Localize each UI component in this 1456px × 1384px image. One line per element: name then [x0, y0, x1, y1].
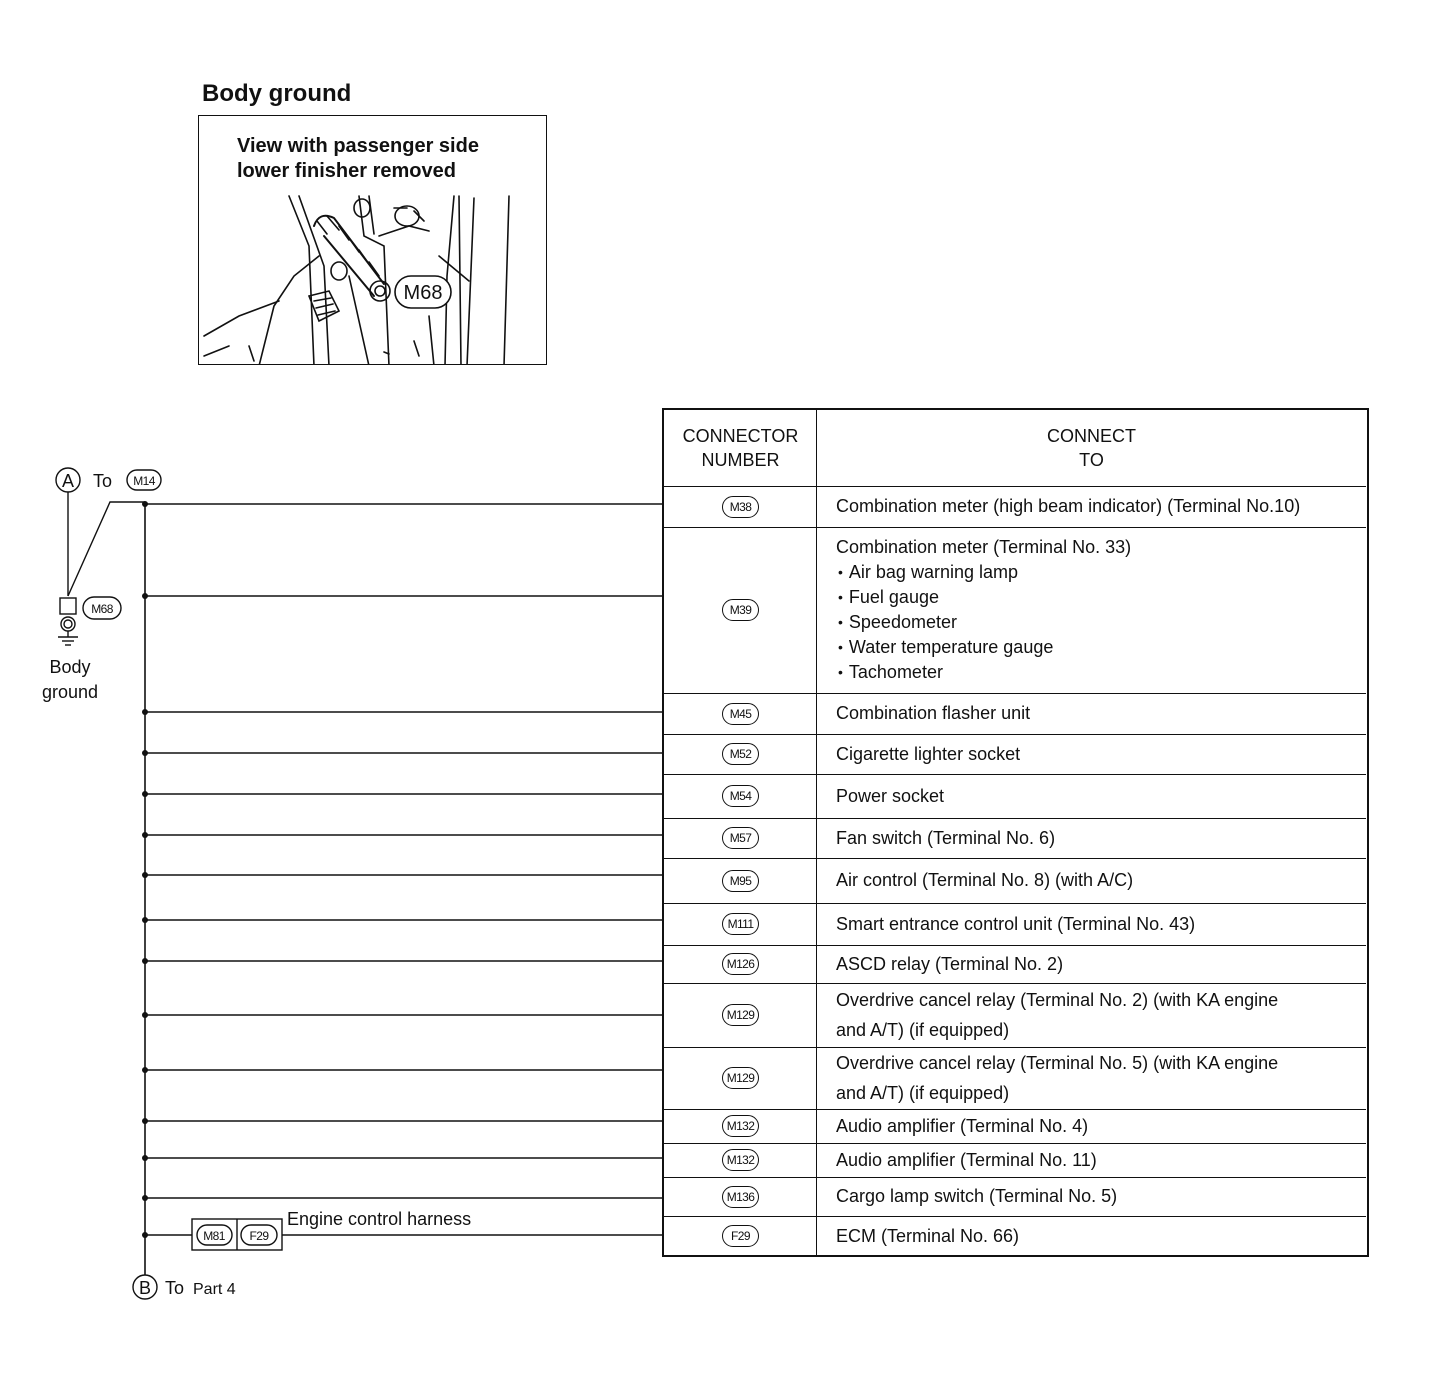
- connector-b-label: B: [138, 1278, 152, 1298]
- connect-to-cell: [836, 1143, 1361, 1177]
- header-connector-line2: NUMBER: [701, 450, 780, 470]
- connect-to-cell: [836, 734, 1361, 774]
- connector-table: [662, 408, 1369, 1257]
- connector-oval: M57: [722, 827, 759, 849]
- connect-to-text: ASCD relay (Terminal No. 2): [836, 953, 1064, 974]
- ground-square: [60, 598, 76, 614]
- header-connect-to: [817, 410, 1366, 486]
- connect-to-text: Fan switch (Terminal No. 6): [836, 827, 1056, 848]
- connect-to-text: Smart entrance control unit (Terminal No. 43): [836, 913, 1196, 934]
- connector-oval: M54: [722, 785, 759, 807]
- harness-connector-1: M81: [203, 1229, 225, 1243]
- connector-cell: [664, 734, 817, 774]
- connector-cell: [664, 1177, 817, 1216]
- bullet-item: [836, 610, 1361, 635]
- bullet-text: Speedometer: [848, 612, 957, 632]
- header-connect-line2: TO: [1079, 450, 1104, 470]
- connect-to-text: Overdrive cancel relay (Terminal No. 5) (with KA engine: [836, 1053, 1279, 1073]
- connect-to-cell: [836, 1109, 1361, 1143]
- connect-to-text: Audio amplifier (Terminal No. 11): [836, 1149, 1097, 1170]
- bullet-text: Water temperature gauge: [848, 637, 1054, 657]
- ground-label-line2: ground: [41, 682, 99, 702]
- ground-connector-label: M68: [91, 602, 113, 616]
- connector-oval: M129: [722, 1067, 759, 1089]
- connect-to-cell: [836, 818, 1361, 858]
- harness-label: Engine control harness: [287, 1209, 472, 1229]
- connect-to-text: Combination flasher unit: [836, 703, 1031, 723]
- connect-to-cell: [836, 1216, 1361, 1256]
- bullet-item: [836, 660, 1361, 685]
- connect-to-cell: [836, 486, 1361, 527]
- connect-to-text: Combination meter (Terminal No. 33): [836, 537, 1132, 557]
- bullet-item: [836, 560, 1361, 585]
- bullet-dot: •: [838, 564, 843, 580]
- connector-cell: [664, 1109, 817, 1143]
- to-b-target: Part 4: [193, 1281, 236, 1298]
- connect-to-cell: [836, 903, 1361, 945]
- connector-cell: [664, 486, 817, 527]
- connect-to-text: Air control (Terminal No. 8) (with A/C): [836, 870, 1134, 890]
- header-connector-number: [664, 410, 817, 486]
- connect-to-cell: [836, 527, 1361, 693]
- connector-oval: M126: [722, 953, 759, 975]
- connect-to-cell: [836, 1177, 1361, 1216]
- to-a-connector-label: M14: [133, 474, 155, 488]
- bullet-dot: •: [838, 639, 843, 655]
- connector-oval: M129: [722, 1004, 759, 1026]
- connector-oval: M111: [722, 913, 759, 935]
- connector-oval: M45: [722, 703, 759, 725]
- connector-oval: M132: [722, 1149, 759, 1171]
- connector-a-label: A: [61, 471, 75, 491]
- to-b-label: To: [165, 1278, 185, 1298]
- ground-wiring-diagram: [0, 0, 664, 1384]
- connect-to-text: ECM (Terminal No. 66): [836, 1225, 1020, 1246]
- header-connector-line1: CONNECTOR: [682, 426, 799, 446]
- connector-cell: [664, 1143, 817, 1177]
- connector-cell: [664, 945, 817, 983]
- connect-to-cell: [836, 1047, 1361, 1109]
- harness-connector-2: F29: [249, 1229, 269, 1243]
- connector-cell: [664, 774, 817, 818]
- connector-oval: F29: [722, 1225, 759, 1247]
- connect-to-cell: [836, 983, 1361, 1047]
- bullet-item: [836, 585, 1361, 610]
- connector-cell: [664, 1047, 817, 1109]
- figure-title: Body ground: [202, 80, 352, 107]
- to-a-label: To: [93, 471, 113, 491]
- connector-oval: M52: [722, 743, 759, 765]
- connect-to-text: Combination meter (high beam indicator) (Terminal No.10): [836, 496, 1301, 516]
- bullet-dot: •: [838, 664, 843, 680]
- connect-to-text: and A/T) (if equipped): [836, 1020, 1010, 1040]
- connector-oval: M132: [722, 1115, 759, 1137]
- connector-oval: M39: [722, 599, 759, 621]
- bullet-text: Air bag warning lamp: [848, 562, 1018, 582]
- connect-to-cell: [836, 858, 1361, 903]
- view-caption-line1: View with passenger side: [237, 135, 479, 157]
- connector-cell: [664, 818, 817, 858]
- connect-to-text: Cargo lamp switch (Terminal No. 5): [836, 1186, 1118, 1206]
- connector-cell: [664, 983, 817, 1047]
- connector-cell: [664, 858, 817, 903]
- view-connector-label: M68: [403, 282, 443, 304]
- connector-cell: [664, 1216, 817, 1256]
- connect-to-text: Power socket: [836, 785, 945, 806]
- connector-cell: [664, 693, 817, 734]
- view-caption-line2: lower finisher removed: [237, 160, 456, 182]
- bullet-text: Fuel gauge: [848, 587, 939, 607]
- bullet-text: Tachometer: [848, 662, 943, 682]
- connector-cell: [664, 527, 817, 693]
- connect-to-cell: [836, 945, 1361, 983]
- connector-oval: M136: [722, 1186, 759, 1208]
- bullet-dot: •: [838, 589, 843, 605]
- connect-to-text: Cigarette lighter socket: [836, 743, 1021, 764]
- connect-to-text: Audio amplifier (Terminal No. 4): [836, 1115, 1089, 1136]
- connect-to-cell: [836, 774, 1361, 818]
- header-connect-line1: CONNECT: [1047, 426, 1136, 446]
- ground-label-line1: Body: [49, 657, 91, 677]
- connector-oval: M95: [722, 870, 759, 892]
- connect-to-text: and A/T) (if equipped): [836, 1083, 1010, 1103]
- connect-to-cell: [836, 693, 1361, 734]
- connector-cell: [664, 903, 817, 945]
- bullet-dot: •: [838, 614, 843, 630]
- connect-to-text: Overdrive cancel relay (Terminal No. 2) (with KA engine: [836, 990, 1279, 1010]
- connector-oval: M38: [722, 496, 759, 518]
- bullet-item: [836, 635, 1361, 660]
